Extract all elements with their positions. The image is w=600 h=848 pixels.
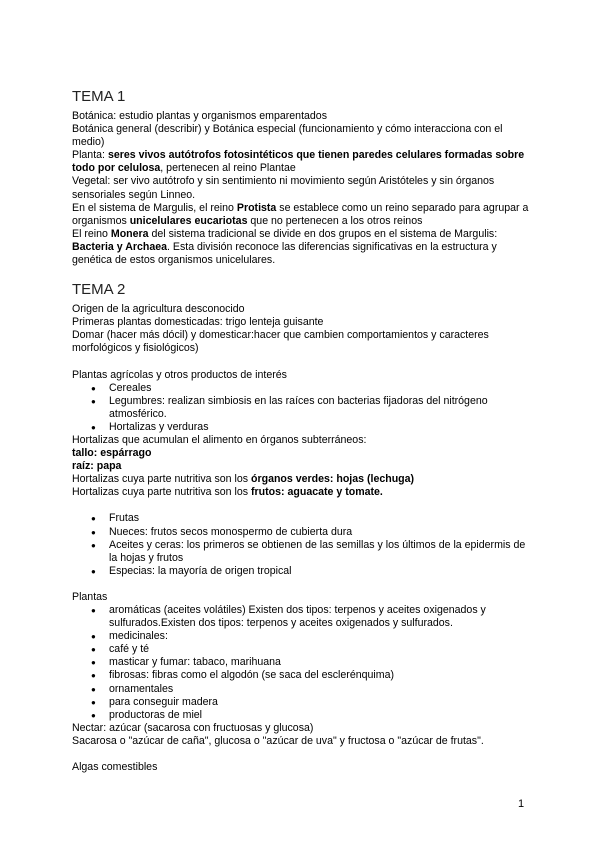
hortalizas-subterraneos: Hortalizas que acumulan el alimento en órganos subterráneos: [72,433,367,446]
list-item: ● medicinales: [109,630,532,643]
monera-text-3: . Esta división reconoce las diferencias significativas en la estructura y genética de estos organismos unicelulares. [72,240,497,267]
margulis-text-2: se establece como un reino separado para agrupar a organismos [72,201,529,227]
list-item: ● fibrosas: fibras como el algodón (se saca del esclerénquima) [109,669,532,682]
vegetal-definition: Vegetal: ser vivo autótrofo y sin sentimiento ni movimiento según Aristóteles y sin órganos sensoriales según Linneo. [72,175,495,201]
list-item: ● aromáticas (aceites volátiles) Existen dos tipos: terpenos y aceites oxigenados y sulfurados.Existen dos tipos: terpenos y aceites oxigenados y sulfurados. [109,604,532,630]
list-item: ● Nueces: frutos secos monospermo de cubierta dura [109,526,532,539]
tallo-bold: tallo: espárrago [72,447,152,460]
list-item: ● café y té [109,643,532,656]
organos-verdes-line [72,473,532,486]
list-item: ● productoras de miel [109,709,532,722]
botanica-definition: Botánica: estudio plantas y organismos emparentados [72,110,327,122]
list-item: ● ornamentales [109,683,532,696]
domar-line: Domar (hacer más dócil) y domesticar:hacer que cambien comportamientos y caracteres morfológicos y fisiológicos) [72,329,489,355]
spacer [72,499,532,512]
origen-line: Origen de la agricultura desconocido [72,303,245,316]
planta-suffix: , pertenecen al reino Plantae [160,162,296,175]
monera-text-2: del sistema tradicional se divide en dos grupos en el sistema de Margulis: [148,227,498,240]
algas-line: Algas comestibles [72,761,158,774]
sacarosa-line: Sacarosa o "azúcar de caña", glucosa o "azúcar de uva" y fructosa o "azúcar de frutas". [72,734,484,747]
botanica-general-line: Botánica general (describir) y Botánica especial (funcionamiento y cómo interacciona con el medio) [72,123,503,149]
planta-prefix: Planta: [72,149,108,162]
plantas-intro: Plantas [72,590,108,603]
agricolas-intro: Plantas agrícolas y otros productos de interés [72,368,287,381]
list-item: ● Hortalizas y verduras [109,421,532,434]
agricolas-list [72,382,532,434]
raiz-line [72,460,532,473]
list-item: ● Cereales [109,382,532,395]
tema2-heading: TEMA 2 [72,281,126,299]
page-number: 1 [518,798,525,810]
verdes-text: Hortalizas cuya parte nutritiva son los [72,473,251,486]
frutas-list [72,512,532,577]
list-item: ● masticar y fumar: tabaco, marihuana [109,656,532,669]
bacteria-archaea-bold: Bacteria y Archaea [72,240,168,253]
monera-paragraph [72,228,532,267]
monera-bold: Monera [110,227,149,240]
spacer [72,748,532,761]
frutos-bold: frutos: aguacate y tomate. [251,486,383,499]
margulis-text-1: En el sistema de Margulis, el reino [72,201,237,214]
unicelulares-bold: unicelulares eucariotas [129,214,248,227]
nectar-line: Nectar: azúcar (sacarosa con fructuosas y glucosa) [72,721,314,734]
spacer [72,578,532,591]
list-item: ● para conseguir madera [109,696,532,709]
margulis-text-3: que no pertenecen a los otros reinos [247,214,423,227]
spacer [72,356,532,369]
frutos-line [72,486,532,499]
raiz-bold: raíz: papa [72,460,122,473]
plantas-list [72,604,532,722]
primeras-line: Primeras plantas domesticadas: trigo lenteja guisante [72,316,324,329]
list-item: ● Frutas [109,512,532,525]
page-content [72,88,532,774]
margulis-protista [72,202,532,228]
tallo-line [72,447,532,460]
list-item: ● Aceites y ceras: los primeros se obtienen de las semillas y los últimos de la epidermis de la hojas y frutos [109,539,532,565]
protista-bold: Protista [236,201,277,214]
verdes-bold: órganos verdes: hojas (lechuga) [251,473,415,486]
monera-text-1: El reino [72,227,111,240]
list-item: ● Legumbres: realizan simbiosis en las raíces con bacterias fijadoras del nitrógeno atmosférico. [109,395,532,421]
list-item: ● Especias: la mayoría de origen tropical [109,565,532,578]
frutos-text: Hortalizas cuya parte nutritiva son los [72,486,251,499]
planta-definition [72,149,532,175]
tema1-heading: TEMA 1 [72,88,126,105]
planta-bold: seres vivos autótrofos fotosintéticos que tienen paredes celulares formadas sobre todo por celulosa [72,149,525,175]
